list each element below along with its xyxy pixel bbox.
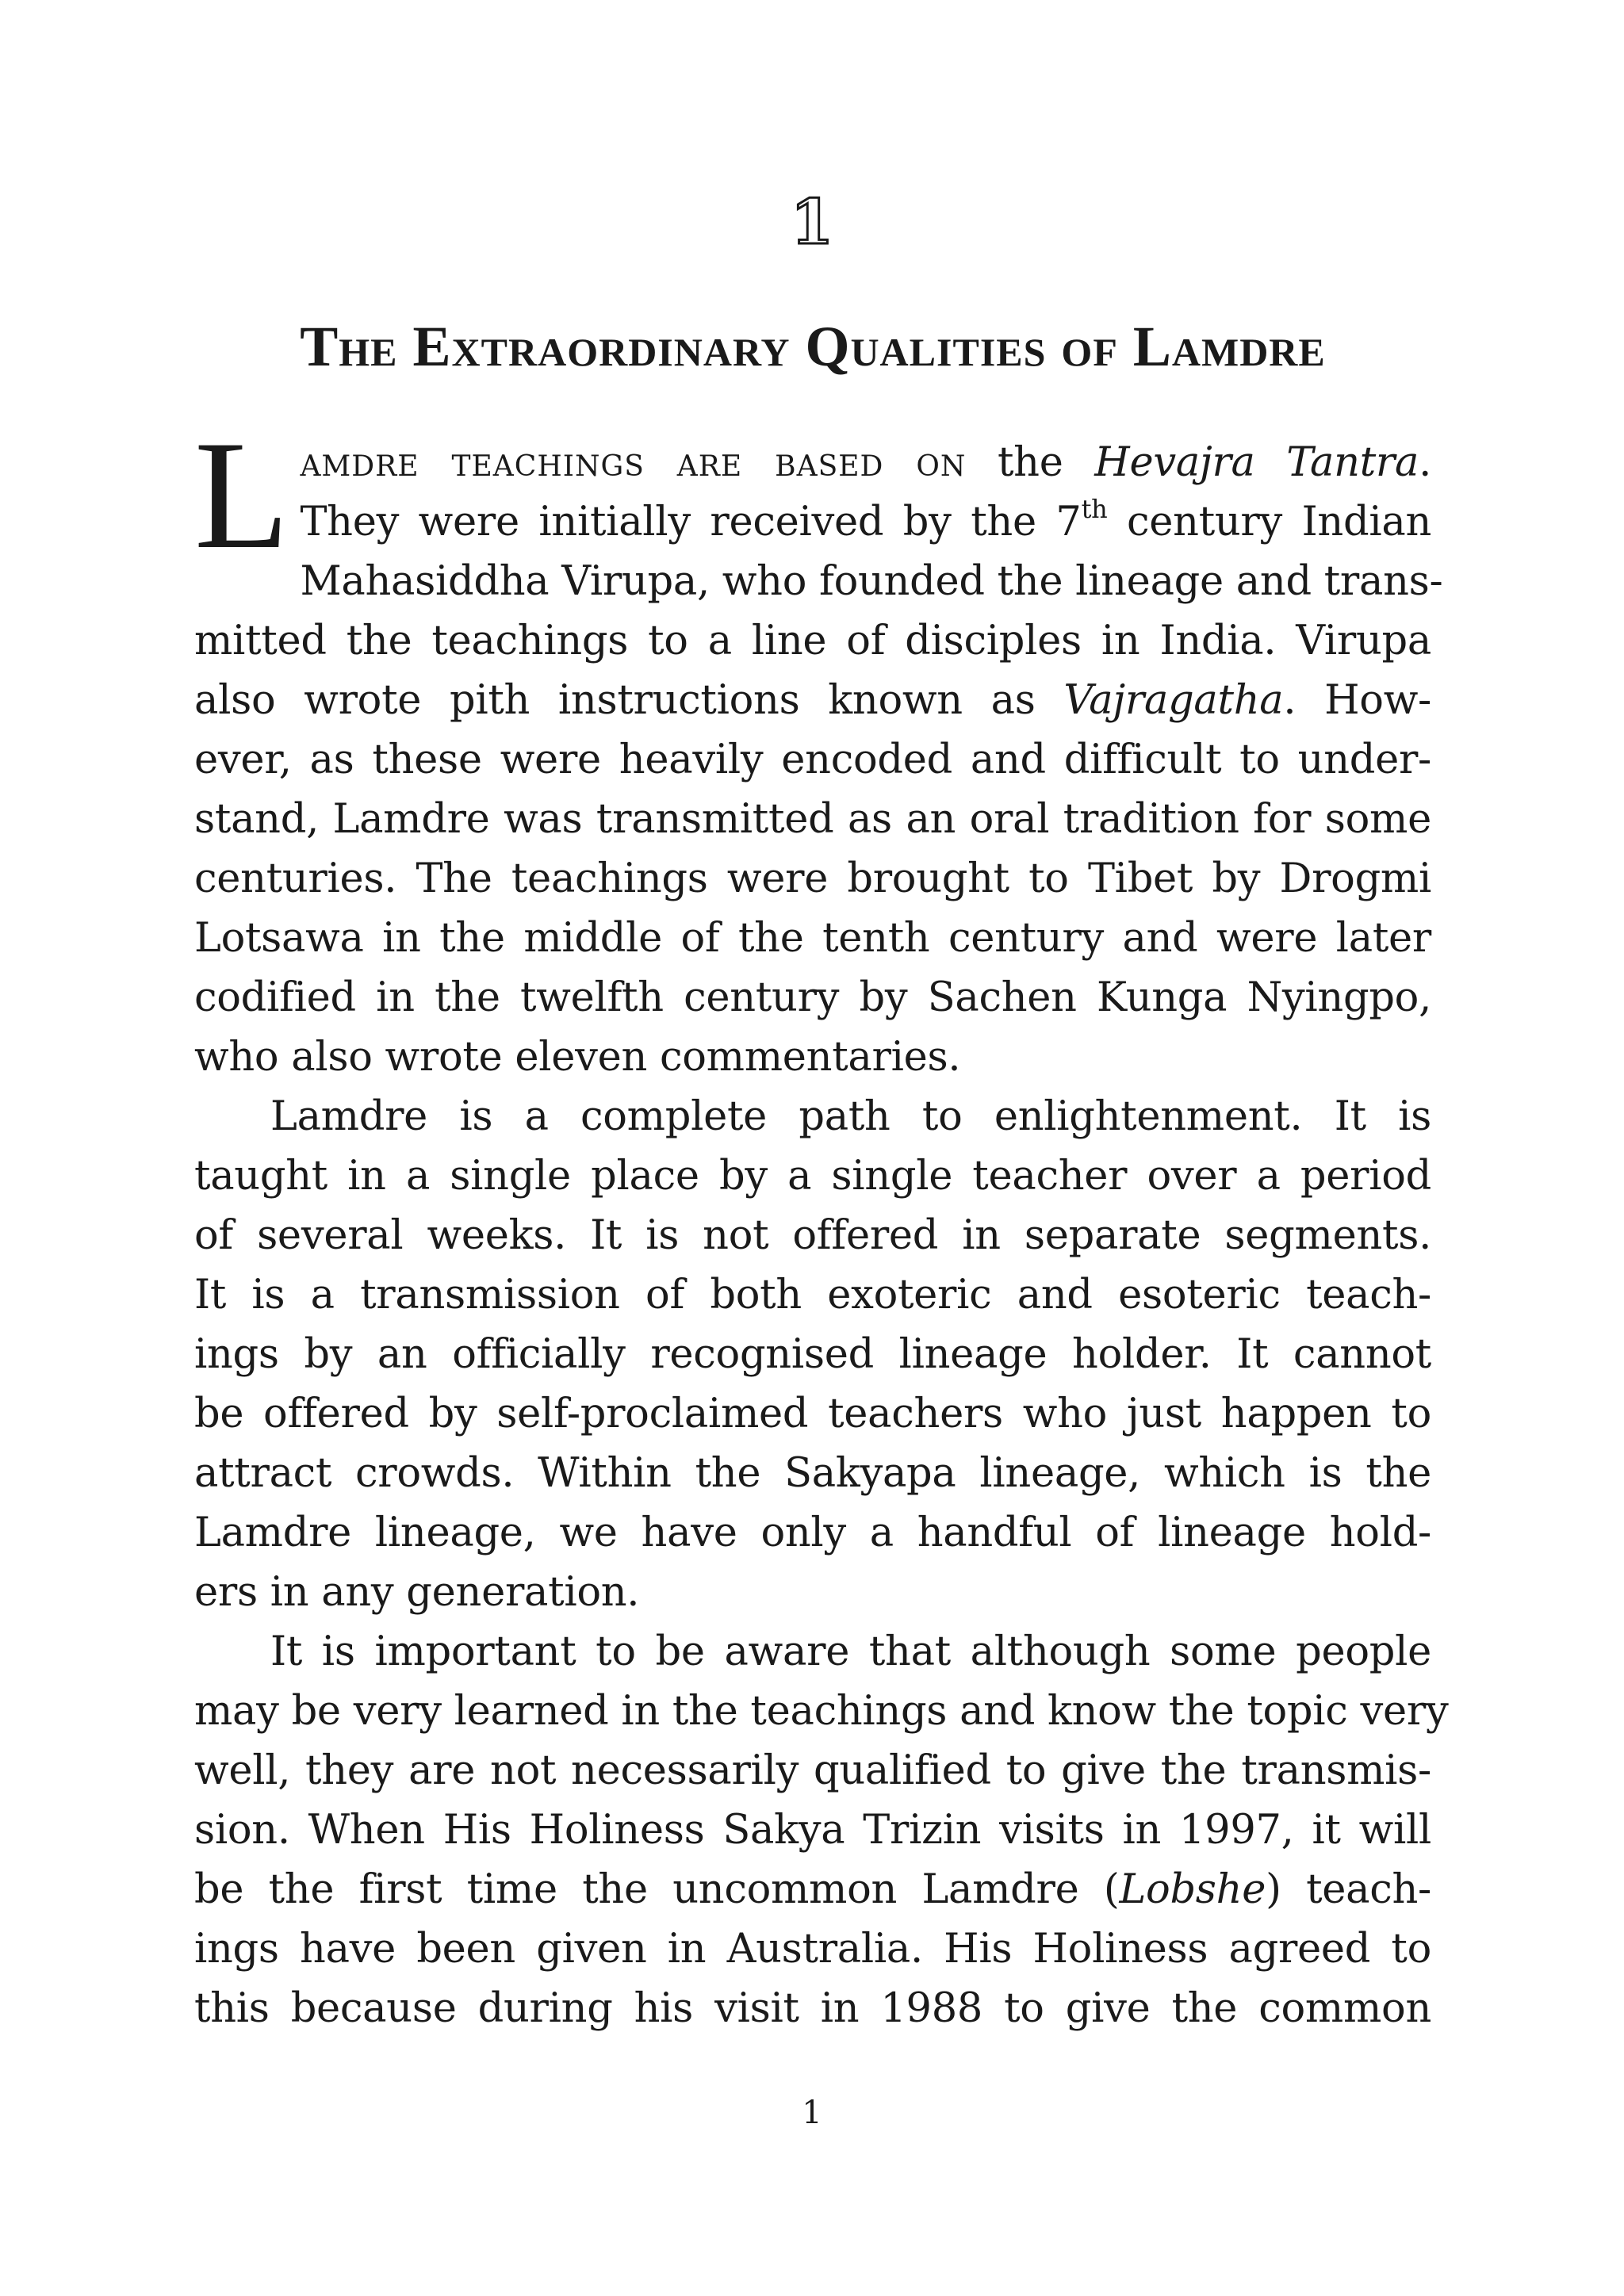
text-line: of several weeks. It is not offered in separate segments.	[194, 1212, 1431, 1259]
text-line: ings have been given in Australia. His Holiness agreed to	[194, 1926, 1431, 1973]
text-fragment: century Indian	[1107, 499, 1431, 545]
text-line: may be very learned in the teachings and know the topic very	[194, 1688, 1449, 1735]
paragraph-3	[194, 1622, 1449, 2038]
drop-cap: L	[194, 409, 289, 581]
text-line: codified in the twelfth century by Sachen Kunga Nyingpo,	[194, 974, 1431, 1021]
text-line: attract crowds. Within the Sakyapa lineage, which is the	[194, 1450, 1431, 1497]
text-fragment: the	[966, 439, 1095, 486]
text-line: Mahasiddha Virupa, who founded the lineage and trans-	[300, 558, 1443, 605]
text-line: It is important to be aware that although some people	[270, 1628, 1431, 1675]
paragraph-1	[194, 409, 1443, 1087]
text-line: sion. When His Holiness Sakya Trizin visits in 1997, it will	[194, 1807, 1431, 1854]
text-fragment: be the first time the uncommon Lamdre (	[194, 1866, 1120, 1913]
text-line: this because during his visit in 1988 to give the common	[194, 1985, 1431, 2032]
text-line: ers in any generation.	[194, 1569, 640, 1616]
small-caps-lead: amdre teachings are based on	[300, 439, 967, 486]
text-line	[194, 1860, 1431, 1919]
text-line: stand, Lamdre was transmitted as an oral tradition for some	[194, 796, 1431, 843]
text-line: be offered by self-proclaimed teachers who just happen to	[194, 1391, 1431, 1437]
text-fragment: .	[1419, 439, 1431, 486]
text-fragment: They were initially received by the 7	[300, 499, 1082, 545]
text-line: It is a transmission of both exoteric and esoteric teach-	[194, 1272, 1431, 1318]
text-line: Lamdre lineage, we have only a handful of lineage hold-	[194, 1510, 1431, 1556]
text-line: Lotsawa in the middle of the tenth century and were later	[194, 915, 1431, 962]
text-line: taught in a single place by a single teacher over a period	[194, 1153, 1431, 1200]
text-line	[194, 671, 1431, 730]
italic-title: Lobshe	[1119, 1866, 1266, 1913]
chapter-body	[194, 409, 1449, 2038]
text-line	[194, 492, 1431, 552]
text-line: well, they are not necessarily qualified to give the transmis-	[194, 1747, 1431, 1794]
superscript: th	[1081, 494, 1108, 524]
italic-title: Vajragatha	[1063, 677, 1284, 724]
text-fragment: . How-	[1283, 677, 1431, 724]
text-line: ings by an officially recognised lineage holder. It cannot	[194, 1331, 1431, 1378]
chapter-title: The Extraordinary Qualities of Lamdre	[300, 315, 1326, 378]
text-line: ever, as these were heavily encoded and difficult to under-	[194, 737, 1431, 783]
text-line: mitted the teachings to a line of disciples in India. Virupa	[194, 618, 1431, 664]
page-number: 1	[802, 2095, 822, 2131]
paragraph-2	[194, 1087, 1431, 1622]
text-fragment: also wrote pith instructions known as	[194, 677, 1064, 724]
text-line	[194, 433, 1431, 492]
text-line: who also wrote eleven commentaries.	[194, 1034, 961, 1081]
text-line: Lamdre is a complete path to enlightenment. It is	[270, 1093, 1431, 1140]
text-line: centuries. The teachings were brought to Tibet by Drogmi	[194, 855, 1431, 902]
text-fragment: ) teach-	[1266, 1866, 1431, 1913]
italic-title: Hevajra Tantra	[1094, 439, 1419, 486]
chapter-number: 1	[790, 186, 834, 258]
